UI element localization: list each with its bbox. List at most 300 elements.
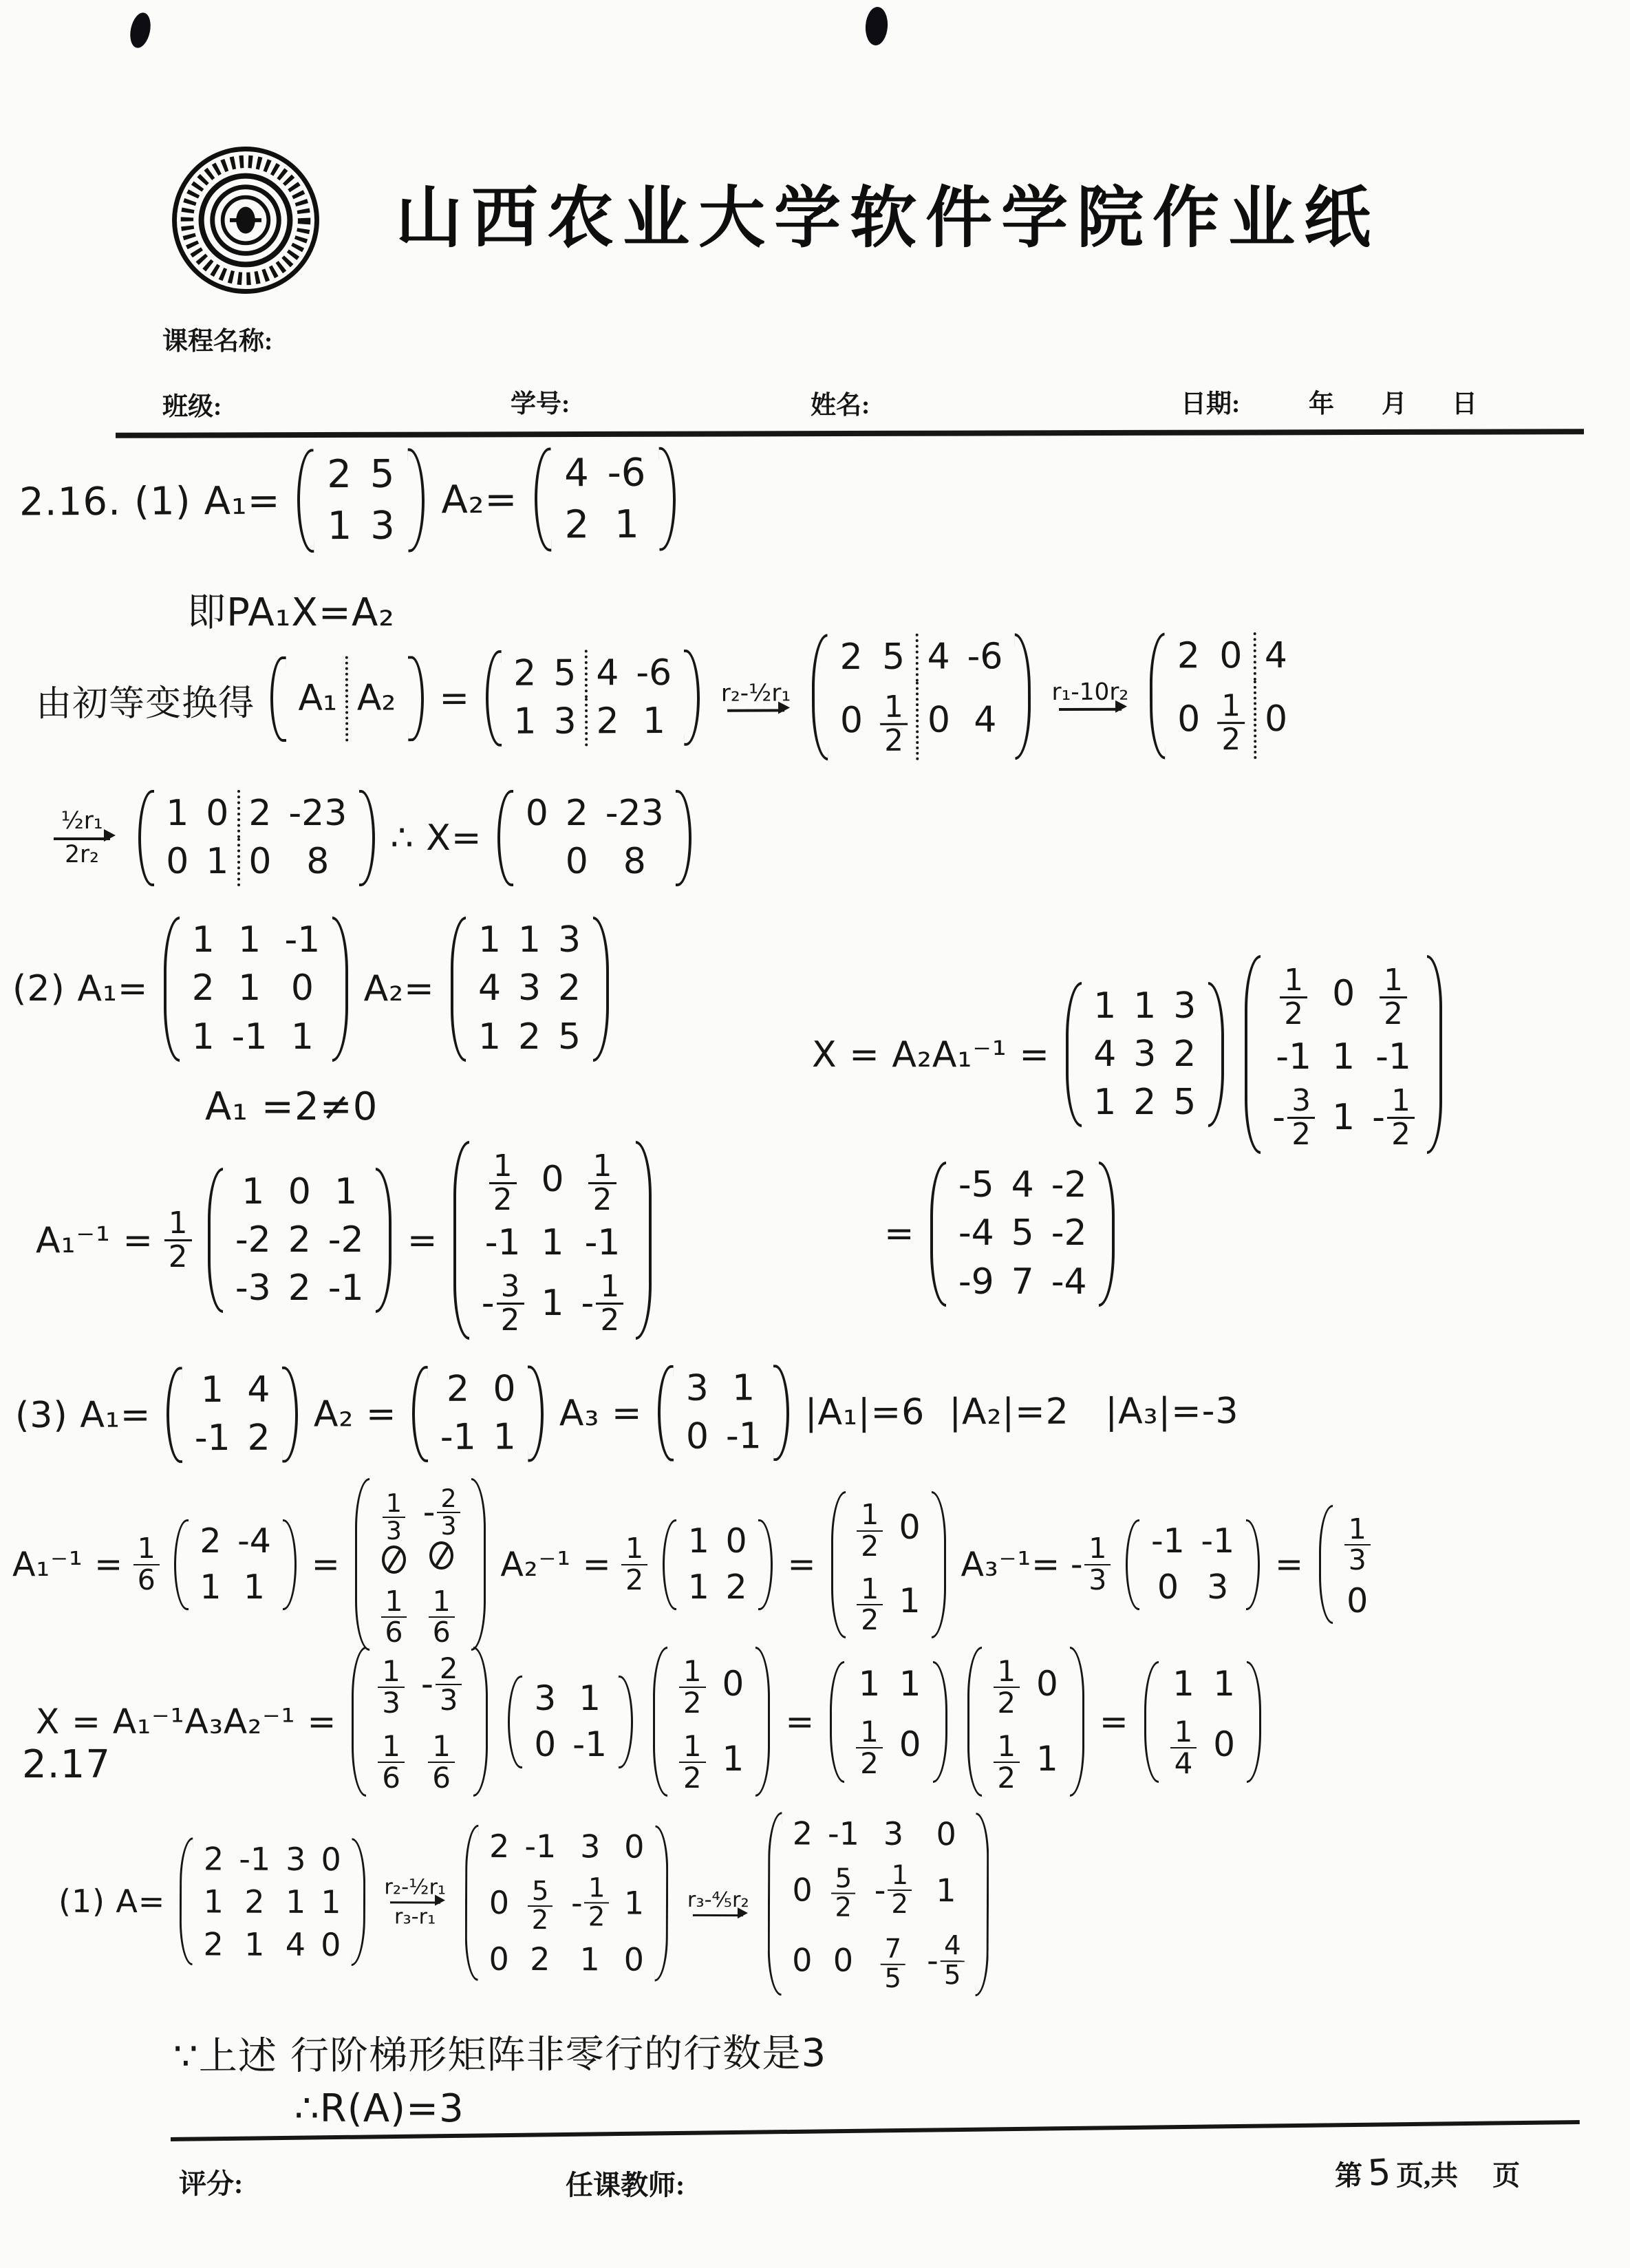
fraction xyxy=(428,1731,454,1793)
matrix-cell xyxy=(276,965,329,1013)
matrix-body xyxy=(505,650,680,747)
matrix-cell xyxy=(481,1938,517,1980)
matrix-body xyxy=(1085,982,1205,1127)
matrix-row xyxy=(186,1415,279,1464)
matrix-cell xyxy=(473,1141,533,1219)
fraction-stack xyxy=(489,1148,517,1218)
right-paren xyxy=(359,790,375,886)
fraction-stack xyxy=(437,1486,460,1539)
fraction xyxy=(994,1731,1020,1793)
matrix-cell xyxy=(369,1647,412,1722)
handwriting-line xyxy=(41,790,696,886)
cell-text: 1 xyxy=(242,1170,265,1212)
matrix xyxy=(412,1365,544,1462)
matrix-cell xyxy=(517,838,557,886)
left-paren xyxy=(1319,1505,1333,1624)
matrix-cell xyxy=(849,1565,891,1638)
fraction-denominator: 4 xyxy=(1170,1747,1197,1779)
cell-text: 1 xyxy=(579,1940,600,1978)
math-text: ∴ X= xyxy=(390,817,482,859)
fraction-stack xyxy=(679,1656,705,1718)
math-text: = xyxy=(439,678,471,720)
right-paren xyxy=(758,1519,773,1610)
matrix-cell xyxy=(484,1366,524,1414)
matrix-cell xyxy=(517,790,557,838)
cell-text: 1 xyxy=(623,1884,645,1922)
matrix-cell xyxy=(784,1854,820,1925)
matrix-cell xyxy=(1264,1082,1324,1154)
fraction-numerator: 1 xyxy=(683,1654,702,1688)
fraction xyxy=(1170,1717,1197,1779)
cell-text: -9 xyxy=(958,1261,994,1303)
cell-text: 3 xyxy=(685,1367,709,1409)
matrix xyxy=(930,1162,1114,1307)
matrix-cell xyxy=(555,500,599,552)
cell-text: 2 xyxy=(288,1267,311,1309)
matrix-cell xyxy=(919,634,958,682)
minus-sign: - xyxy=(571,1884,583,1922)
fraction xyxy=(679,1656,705,1718)
matrix-cell xyxy=(482,1825,517,1868)
cell-text: 1 xyxy=(614,502,639,548)
fraction-numerator: 1 xyxy=(861,1498,879,1532)
fraction xyxy=(423,1486,460,1539)
cell-text: 1 xyxy=(642,700,666,742)
cell-text: 2 xyxy=(247,1418,270,1459)
matrix-cell xyxy=(891,1491,929,1565)
cell-text: 4 xyxy=(974,699,997,741)
cell-text: 0 xyxy=(927,699,951,741)
cell-text: -1 xyxy=(1276,1036,1312,1078)
matrix-cell xyxy=(1125,1079,1165,1127)
handwriting-line xyxy=(205,1084,378,1129)
fraction-denominator: 2 xyxy=(528,1905,553,1935)
left-paren xyxy=(663,1519,677,1610)
matrix-row xyxy=(677,1413,770,1462)
handwriting-line xyxy=(58,1810,994,1996)
matrix-row xyxy=(1336,1579,1378,1624)
cell-text: 2 xyxy=(489,1827,510,1865)
score-label: 评分: xyxy=(179,2168,244,2199)
matrix-cell xyxy=(470,917,510,965)
math-text: 2.17 xyxy=(22,1742,111,1787)
fraction-denominator: 2 xyxy=(584,1903,609,1932)
minus-sign: - xyxy=(420,1663,433,1704)
matrix-cell xyxy=(848,1707,890,1782)
left-paren xyxy=(352,1647,366,1797)
matrix-cell xyxy=(680,1565,718,1610)
cell-text: -1 xyxy=(1375,1036,1411,1078)
cell-text: 3 xyxy=(286,1840,306,1878)
cell-text: -6 xyxy=(967,636,1003,678)
cell-text: 1 xyxy=(290,1016,314,1058)
matrix xyxy=(451,917,609,1062)
cell-text: -23 xyxy=(288,793,347,835)
cell-text: A₁ xyxy=(298,677,338,720)
matrix-body xyxy=(555,447,655,552)
matrix-cell xyxy=(239,1367,279,1415)
matrix-cell xyxy=(318,449,361,501)
matrix-cell xyxy=(290,656,346,742)
cell-text: -23 xyxy=(605,793,664,835)
matrix-cell xyxy=(1002,1162,1042,1210)
right-paren xyxy=(1427,955,1443,1154)
fraction xyxy=(429,1587,455,1647)
matrix-row xyxy=(470,965,590,1013)
matrix-cell xyxy=(628,698,680,746)
matrix-cell xyxy=(473,1267,533,1340)
matrix-cell xyxy=(517,1938,564,1980)
matrix-cell xyxy=(867,1812,920,1855)
matrix xyxy=(352,1647,488,1797)
matrix-cell xyxy=(1364,1034,1424,1082)
math-text: = xyxy=(311,1545,341,1585)
matrix-row xyxy=(481,1938,652,1981)
cell-text: 0 xyxy=(722,1663,744,1704)
matrix-cell xyxy=(505,650,545,698)
cell-text: 3 xyxy=(1133,1033,1157,1075)
fraction-stack xyxy=(528,1875,553,1936)
handwriting-line xyxy=(15,1363,1239,1464)
matrix-cell xyxy=(597,790,672,838)
fraction xyxy=(381,1587,407,1647)
cell-text: 0 xyxy=(792,1941,813,1979)
cell-text: 1 xyxy=(858,1663,881,1704)
fraction-stack xyxy=(1217,690,1245,756)
fraction-denominator: 6 xyxy=(378,1762,404,1793)
matrix xyxy=(208,1168,392,1313)
matrix-cell xyxy=(871,682,916,760)
cell-text: 1 xyxy=(191,1016,215,1058)
cell-text: 1 xyxy=(899,1581,921,1621)
matrix-cell xyxy=(677,1413,717,1462)
matrix-cell xyxy=(510,1013,550,1061)
fraction-numerator: 1 xyxy=(683,1729,702,1764)
matrix-row xyxy=(226,1265,372,1313)
matrix-cell xyxy=(373,1577,415,1651)
cell-text: 1 xyxy=(899,1663,921,1704)
fraction-numerator: 1 xyxy=(1174,1715,1193,1749)
fraction-denominator: 2 xyxy=(489,1182,517,1216)
fraction-denominator: 2 xyxy=(588,1182,616,1216)
right-paren xyxy=(619,1676,633,1768)
fraction-stack xyxy=(596,1271,623,1336)
cell-text: 4 xyxy=(1264,635,1287,677)
matrix-cell xyxy=(229,1565,279,1610)
cell-text: 1 xyxy=(936,1871,956,1909)
fraction xyxy=(383,1490,405,1544)
cell-text: 1 xyxy=(334,1170,358,1212)
handwriting-line xyxy=(812,955,1448,1154)
matrix-row xyxy=(848,1661,929,1708)
cell-text: 2 xyxy=(792,1814,813,1852)
cell-text: -3 xyxy=(235,1267,271,1309)
handwriting-line xyxy=(36,632,1301,764)
matrix-row xyxy=(1264,1082,1424,1154)
cell-text: 5 xyxy=(558,1016,581,1058)
fraction-stack xyxy=(164,1208,192,1273)
math-text: A₃ = xyxy=(559,1393,643,1435)
matrix-body xyxy=(950,1162,1095,1307)
matrix xyxy=(174,1519,297,1610)
matrix xyxy=(486,650,700,747)
matrix-cell xyxy=(919,1855,972,1926)
matrix-cell xyxy=(183,1013,223,1061)
fraction-numerator: 1 xyxy=(860,1715,879,1749)
matrix-cell xyxy=(533,1267,572,1340)
matrix-cell xyxy=(192,1565,230,1610)
cell-text: 2 xyxy=(1173,1033,1197,1075)
fraction xyxy=(133,1534,160,1594)
math-text: = xyxy=(1099,1702,1129,1742)
fraction-stack xyxy=(857,1500,883,1561)
fraction-stack xyxy=(940,1932,965,1989)
matrix-row xyxy=(785,1812,973,1855)
fraction xyxy=(857,1574,883,1635)
fraction-numerator: 2 xyxy=(440,1484,457,1514)
arrow-shaft xyxy=(693,1914,743,1916)
matrix-body xyxy=(369,1647,470,1797)
matrix-row xyxy=(1162,1707,1243,1782)
cell-text: 0 xyxy=(541,1159,564,1201)
cell-text: 3 xyxy=(518,967,541,1009)
right-paren xyxy=(1246,1519,1261,1610)
fraction-numerator: 1 xyxy=(861,1572,879,1605)
matrix-row xyxy=(183,1013,329,1061)
cell-text: 1 xyxy=(200,1369,224,1411)
matrix-row xyxy=(677,1365,770,1413)
cell-text: 3 xyxy=(553,700,577,742)
fraction xyxy=(880,689,908,759)
right-paren xyxy=(933,1661,947,1783)
cell-text: 0 xyxy=(839,700,864,742)
cell-text: 0 xyxy=(623,1940,645,1978)
math-text: A₂⁻¹ = xyxy=(500,1545,612,1585)
fraction-denominator: 3 xyxy=(1084,1564,1111,1595)
matrix xyxy=(355,1478,486,1651)
matrix-row xyxy=(318,449,404,501)
cell-text: 2 xyxy=(327,451,352,497)
matrix-row xyxy=(849,1565,929,1638)
matrix-cell xyxy=(1085,1079,1125,1127)
fraction-denominator: 2 xyxy=(679,1762,705,1793)
cell-text: -1 xyxy=(484,1222,521,1264)
matrix-cell xyxy=(598,447,655,500)
fraction-denominator: 2 xyxy=(856,1747,882,1779)
row-operation-arrow xyxy=(47,806,118,868)
matrix-cell xyxy=(1264,955,1324,1034)
matrix-row xyxy=(470,917,590,965)
left-paren xyxy=(812,634,828,760)
left-paren xyxy=(179,1837,193,1965)
scribble-blob xyxy=(429,1541,453,1570)
matrix-cell xyxy=(564,1938,616,1981)
cell-text: 1 xyxy=(321,1883,341,1921)
matrix-cell xyxy=(564,1868,616,1938)
matrix-cell xyxy=(319,1265,372,1313)
fraction-denominator: 2 xyxy=(679,1687,705,1718)
matrix-cell xyxy=(920,1812,973,1855)
matrix-body xyxy=(526,1676,615,1768)
matrix-cell xyxy=(192,1519,230,1565)
fraction-denominator: 2 xyxy=(621,1564,647,1595)
matrix-cell xyxy=(677,1365,717,1413)
fraction-stack xyxy=(1170,1717,1197,1779)
handwriting-line xyxy=(187,582,395,637)
cell-text: 1 xyxy=(206,841,229,883)
right-paren xyxy=(473,1647,488,1797)
matrix-cell xyxy=(313,1838,349,1881)
cell-text: 1 xyxy=(1213,1663,1236,1704)
matrix-cell xyxy=(517,1868,564,1938)
matrix-row xyxy=(226,1168,372,1216)
matrix-cell xyxy=(598,499,655,551)
cell-text: 0 xyxy=(565,841,588,883)
fraction-numerator: 1 xyxy=(625,1532,644,1565)
fraction-denominator: 2 xyxy=(596,1303,623,1336)
matrix-cell xyxy=(1364,1082,1424,1154)
cell-text: 4 xyxy=(564,450,589,495)
matrix-cell xyxy=(1168,632,1208,681)
matrix-cell xyxy=(280,838,356,886)
matrix-row xyxy=(195,1923,348,1967)
matrix-cell xyxy=(1168,681,1208,759)
fraction-stack xyxy=(857,1574,883,1635)
matrix-row xyxy=(1085,1031,1205,1079)
cell-text: 1 xyxy=(1093,985,1117,1027)
cell-text: 7 xyxy=(1011,1261,1034,1303)
matrix-row xyxy=(849,1491,929,1565)
matrix-row xyxy=(470,1013,590,1061)
math-text: = xyxy=(1275,1545,1305,1585)
fraction-stack xyxy=(621,1534,647,1594)
minus-sign: - xyxy=(927,1942,939,1980)
cell-text: 2 xyxy=(1133,1081,1157,1123)
fraction-denominator: 2 xyxy=(880,723,908,757)
cell-text: 2 xyxy=(200,1521,222,1561)
matrix-cell xyxy=(891,1565,929,1638)
matrix-cell xyxy=(361,500,405,553)
cell-text: 2 xyxy=(248,793,272,835)
matrix-cell xyxy=(848,1661,890,1708)
matrix-cell xyxy=(1193,1519,1243,1565)
cell-text: 2 xyxy=(288,1219,311,1261)
cell-text: 1 xyxy=(243,1567,266,1607)
row-operation-label: r₃-⅘r₂ xyxy=(687,1887,749,1912)
cell-text: 1 xyxy=(238,967,261,1009)
fraction xyxy=(378,1656,404,1718)
matrix-row xyxy=(1143,1519,1243,1565)
fraction-denominator: 6 xyxy=(429,1616,455,1647)
fraction-numerator: 5 xyxy=(531,1875,549,1907)
fraction-denominator: 2 xyxy=(994,1687,1020,1718)
math-text: X = A₂A₁⁻¹ = xyxy=(812,1034,1050,1076)
handwriting-line xyxy=(36,1141,656,1340)
math-text: ∴R(A)=3 xyxy=(294,2086,464,2131)
row-operation-arrow xyxy=(720,678,791,715)
matrix-cell xyxy=(526,1676,564,1722)
fraction-numerator: 3 xyxy=(1291,1083,1311,1119)
fraction xyxy=(581,1271,624,1336)
class-label: 班级: xyxy=(162,393,222,421)
fraction-denominator: 3 xyxy=(437,1512,460,1539)
matrix-row xyxy=(431,1414,524,1463)
cell-text: 4 xyxy=(927,636,950,678)
matrix-row xyxy=(671,1722,752,1797)
matrix-cell xyxy=(1324,1034,1364,1082)
right-paren xyxy=(636,1141,652,1340)
matrix-cell xyxy=(1042,1210,1095,1258)
matrix-cell xyxy=(415,1478,468,1577)
right-paren xyxy=(376,1168,392,1313)
fraction-numerator: 1 xyxy=(1089,1532,1107,1565)
fraction xyxy=(420,1651,462,1717)
fraction-numerator: 1 xyxy=(432,1729,451,1764)
matrix-cell xyxy=(229,1519,279,1565)
right-paren xyxy=(755,1647,770,1797)
matrix-cell xyxy=(533,1141,572,1219)
math-text: X = A₁⁻¹A₃A₂⁻¹ = xyxy=(36,1702,337,1742)
cell-text: -6 xyxy=(636,652,672,694)
cell-text: 1 xyxy=(541,1222,564,1264)
matrix-cell xyxy=(572,1141,632,1219)
cell-text: 1 xyxy=(191,919,215,961)
fraction-stack xyxy=(1280,965,1307,1030)
matrix xyxy=(179,1837,365,1966)
fraction-numerator: 1 xyxy=(1384,963,1403,998)
matrix-cell xyxy=(482,1868,517,1938)
math-text: A₃⁻¹= xyxy=(961,1545,1061,1585)
matrix-row xyxy=(505,650,680,698)
matrix-cell xyxy=(196,1881,232,1923)
fraction-denominator: 2 xyxy=(1387,1117,1415,1151)
left-paren xyxy=(208,1168,224,1313)
matrix-cell xyxy=(557,838,597,886)
matrix xyxy=(812,633,1031,760)
cell-text: 0 xyxy=(936,1815,956,1852)
cell-text: 3 xyxy=(883,1815,904,1852)
matrix xyxy=(1066,982,1224,1127)
matrix-cell xyxy=(361,449,404,501)
fraction-stack xyxy=(1387,1085,1415,1151)
cell-text: -1 xyxy=(1201,1521,1235,1561)
fraction xyxy=(994,1656,1020,1718)
page-title: 山西农业大学软件学院作业纸 xyxy=(396,182,1380,255)
fraction-denominator: 3 xyxy=(436,1684,462,1715)
matrix-cell xyxy=(550,965,590,1013)
matrix-cell xyxy=(1028,1722,1066,1797)
cell-text: 0 xyxy=(1036,1663,1058,1704)
fraction-stack xyxy=(831,1865,856,1922)
matrix-row xyxy=(373,1478,469,1577)
cell-text: -5 xyxy=(958,1164,994,1206)
math-text: A₁⁻¹ = xyxy=(36,1219,154,1261)
matrix-cell xyxy=(1002,1210,1042,1258)
matrix-cell xyxy=(526,1722,564,1768)
matrix-cell xyxy=(572,1219,632,1267)
fraction xyxy=(679,1731,705,1793)
matrix-cell xyxy=(473,1219,533,1267)
matrix-cell xyxy=(158,838,197,886)
matrix-cell xyxy=(785,1812,821,1854)
right-paren xyxy=(975,1812,989,1996)
fraction-numerator: 1 xyxy=(592,1148,612,1184)
registration-dot xyxy=(864,6,889,46)
matrix-cell xyxy=(1256,681,1296,759)
cell-text: 1 xyxy=(541,1282,564,1324)
struck-cell xyxy=(382,1490,406,1574)
matrix-cell xyxy=(278,1923,314,1966)
